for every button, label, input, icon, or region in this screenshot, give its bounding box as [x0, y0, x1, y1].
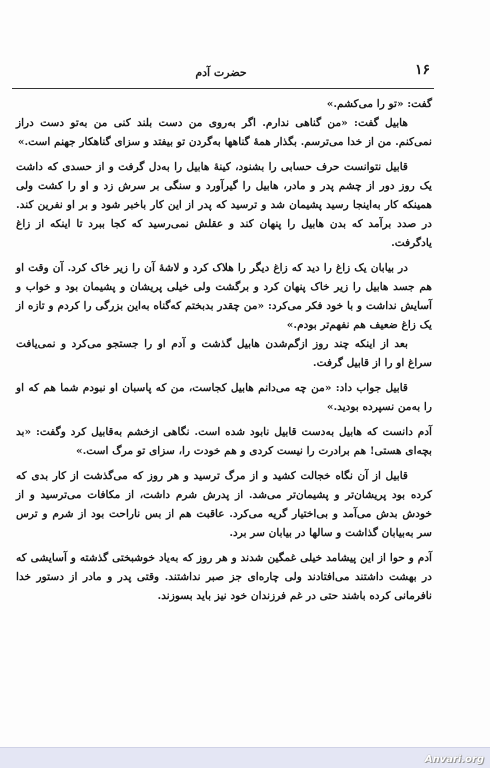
watermark-logo: Anvari.org: [424, 754, 484, 765]
page-header: [12, 62, 430, 86]
paragraph: گفت: «تو را می‌کشم.»: [326, 98, 432, 110]
running-title: حضرت آدم: [195, 66, 247, 79]
body-text: [16, 95, 432, 606]
header-rule: [12, 88, 434, 89]
paragraph: آدم دانست که هابیل به‌دست قابیل نابود شده است. نگاهی ازخشم به‌قابیل کرد وگفت: «بد بچه‌ای هستی! هم برادرت را نیست کردی و هم خودت را، سزای تو مرگ است.»: [16, 426, 432, 457]
paragraph: قابیل از آن نگاه خجالت کشید و از مرگ ترسید و هر روز که می‌گذشت از کار بدی که کرده بود پریشان‌تر و پشیمان‌تر می‌شد. از پدرش شرم داشت، از مکافات می‌ترسید و از خودش بدش می‌آمد و بی‌اختیار گریه می‌کرد. عاقبت هم از بس ناراحت بود از شرم و ترس سر به‌بیابان گذاشت و سالها در بیابان سر برد.: [16, 470, 432, 539]
page-number: ۱۶: [414, 62, 430, 78]
paragraph: آدم و حوا از این پیشامد خیلی غمگین شدند و هر روز که به‌یاد خوشبختی گذشته و آسایشی که در بهشت داشتند می‌افتادند ولی چاره‌ای جز صبر نداشتند. وقتی پدر و مادر از دستور خدا نافرمانی کرده باشند حتی در غم فرزندان خود نیز باید بسوزند.: [16, 552, 432, 602]
paragraph: قابیل نتوانست حرف حسابی را بشنود، کینهٔ هابیل را به‌دل گرفت و از حسدی که داشت یک روز دور از چشم پدر و مادر، هابیل را گیرآورد و سنگی بر سرش زد و او را کشت ولی همینکه کار به‌اینجا رسید پشیمان شد و ترسید که پدر از این کار باخبر شود و بر او نفرین کند. در صدد برآمد که بدن هابیل را پنهان کند و عقلش نمی‌رسید که کجا ببرد تا اینکه از زاغ یادگرفت.: [16, 161, 432, 249]
paragraph: بعد از اینکه چند روز از‌گم‌شدن هابیل گذشت و آدم او را جستجو می‌کرد و نمی‌یافت سراغ او را از قابیل گرفت.: [16, 338, 432, 369]
footer-bar: [0, 747, 490, 768]
paragraph: قابیل جواب داد: «من چه می‌دانم هابیل کجاست، من که پاسبان او نبودم شما هم که او را به‌من نسپرده بودید.»: [16, 382, 432, 413]
paragraph: هابیل گفت: «من گناهی ندارم. اگر به‌روی من دست بلند کنی من به‌تو دست دراز نمی‌کنم. من از خدا می‌ترسم. بگذار همهٔ گناهها به‌گردن تو بیفتد و سزای گناهکار جهنم است.»: [16, 117, 432, 148]
paragraph: در بیابان یک زاغ را دید که زاغ دیگر را هلاک کرد و لاشهٔ آن را زیر خاک کرد. آن وقت او هم جسد هابیل را زیر خاک پنهان کرد و برگشت ولی خیلی پریشان و پشیمان بود و خواب و آسایش نداشت و با خود فکر می‌کرد: «من چقدر بدبختم که‌گناه به‌این بزرگی را کردم و تازه از یک زاغ ضعیف هم نفهم‌تر بودم.»: [16, 262, 432, 331]
